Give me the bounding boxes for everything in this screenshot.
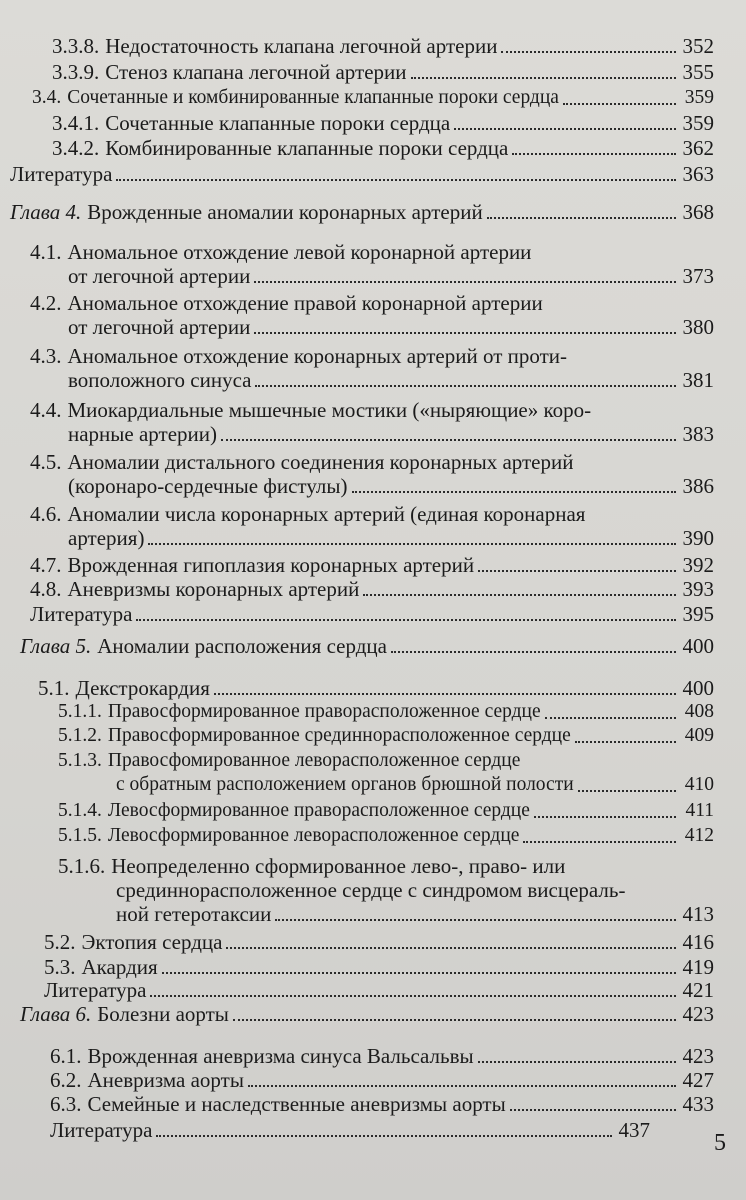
toc-entry: 4.2. Аномальное отхождение правой коронарной артерии от легочной артерии 380 xyxy=(30,291,714,339)
toc-entry: 4.5. Аномалии дистального соединения коронарных артерий (коронаро-сердечные фистулы) 386 xyxy=(30,450,714,498)
toc-entry: 5.3. Акардия 419 xyxy=(44,955,714,979)
page-number: 5 xyxy=(714,1130,726,1156)
toc-entry: 5.1.4. Левосформированное праворасположенное сердце 411 xyxy=(58,800,714,821)
toc-entry: 5.1.5. Левосформированное леворасположенное сердце 412 xyxy=(58,825,714,846)
toc-entry: Литература 421 xyxy=(44,978,714,1002)
toc-entry: 4.1. Аномальное отхождение левой коронарной артерии от легочной артерии 373 xyxy=(30,240,714,288)
toc-entry: 4.6. Аномалии числа коронарных артерий (единая коронарная артерия) 390 xyxy=(30,502,714,550)
toc-entry: 5.1.3. Правосфомированное леворасположенное сердце с обратным расположением органов брюшной полости 410 xyxy=(58,750,714,795)
toc-entry: 5.1.6. Неопределенно сформированное лево-, право- или срединнорасположенное сердце с синдромом висцераль- ной гетеротаксии 413 xyxy=(58,854,714,926)
toc-entry: 4.3. Аномальное отхождение коронарных артерий от проти- воположного синуса 381 xyxy=(30,344,714,392)
toc-entry: 3.3.9. Стеноз клапана легочной артерии 355 xyxy=(52,60,714,84)
toc-entry: 4.7. Врожденная гипоплазия коронарных артерий 392 xyxy=(30,553,714,577)
toc-entry: 6.3. Семейные и наследственные аневризмы аорты 433 xyxy=(50,1092,714,1116)
toc-entry: 5.1.1. Правосформированное праворасположенное сердце 408 xyxy=(58,701,714,722)
toc-chapter: Глава 6. Болезни аорты 423 xyxy=(20,1002,714,1026)
toc-entry: 5.1.2. Правосформированное срединнорасположенное сердце 409 xyxy=(58,725,714,746)
toc-entry: 6.2. Аневризма аорты 427 xyxy=(50,1068,714,1092)
toc-entry: 3.3.8. Недостаточность клапана легочной артерии 352 xyxy=(52,34,714,58)
toc-entry: Литература 437 xyxy=(50,1118,650,1142)
toc-entry: 5.2. Эктопия сердца 416 xyxy=(44,930,714,954)
toc-entry: 5.1. Декстрокардия 400 xyxy=(38,676,714,700)
toc-entry: 4.8. Аневризмы коронарных артерий 393 xyxy=(30,577,714,601)
toc-entry: 4.4. Миокардиальные мышечные мостики («ныряющие» коро- нарные артерии) 383 xyxy=(30,398,714,446)
toc-entry: 3.4. Сочетанные и комбинированные клапанные пороки сердца 359 xyxy=(32,87,714,108)
toc-chapter: Глава 5. Аномалии расположения сердца 400 xyxy=(20,634,714,658)
toc-chapter: Глава 4. Врожденные аномалии коронарных артерий 368 xyxy=(10,200,714,224)
toc-entry: Литература 395 xyxy=(30,602,714,626)
toc-entry: 3.4.2. Комбинированные клапанные пороки сердца 362 xyxy=(52,136,714,160)
toc-entry: 3.4.1. Сочетанные клапанные пороки сердца 359 xyxy=(52,111,714,135)
toc-entry: Литература 363 xyxy=(10,162,714,186)
toc-entry: 6.1. Врожденная аневризма синуса Вальсальвы 423 xyxy=(50,1044,714,1068)
